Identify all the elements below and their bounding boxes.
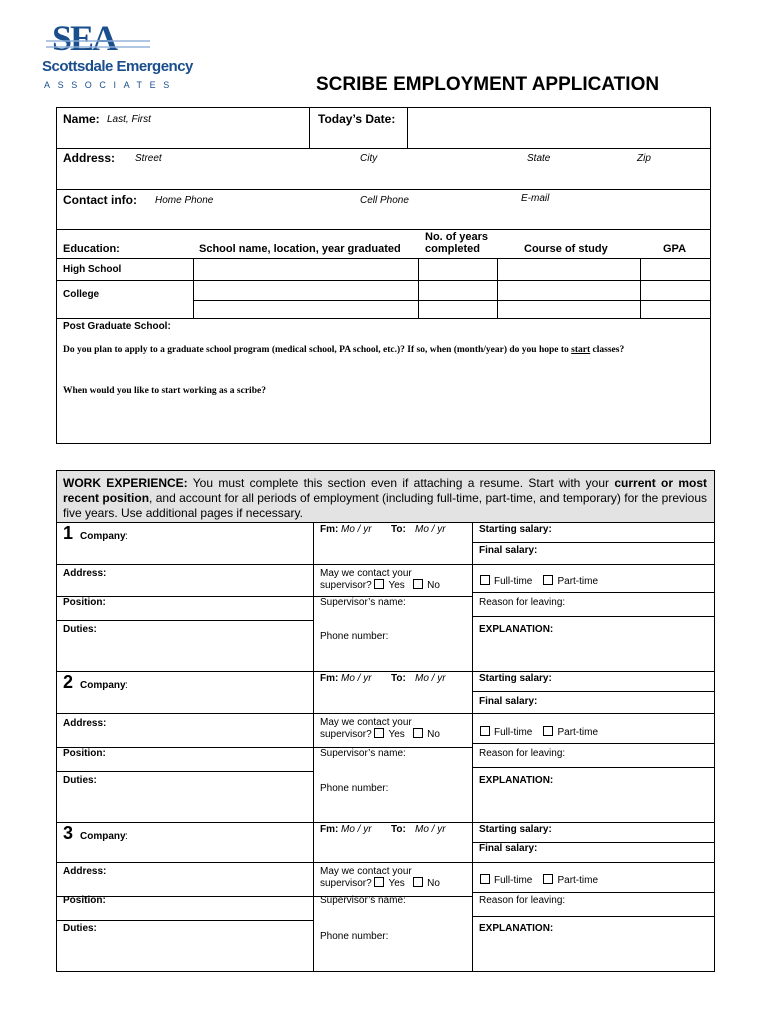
page-title: SCRIBE EMPLOYMENT APPLICATION bbox=[316, 74, 660, 95]
contact-input[interactable] bbox=[62, 208, 702, 226]
job-1-to-label: To: bbox=[391, 524, 406, 535]
job-3-starting-salary: Starting salary: bbox=[479, 824, 552, 835]
job-3-employment-type: Full-time Part-time bbox=[480, 874, 598, 886]
job-2-contact-question: May we contact your supervisor? Yes No bbox=[320, 717, 440, 740]
email-hint: E-mail bbox=[521, 193, 550, 204]
gpa-header: GPA bbox=[663, 243, 687, 255]
job-1-address-label: Address: bbox=[63, 568, 107, 579]
job-1-position-label: Position: bbox=[63, 597, 106, 608]
job-2-explanation-label: EXPLANATION: bbox=[479, 775, 554, 786]
job-3-fulltime-checkbox[interactable] bbox=[480, 874, 490, 884]
job-entry-2: 2 Company : Fm: Mo / yr To: Mo / yr Starting salary: Final salary: Address: May we contact your supervisor? Yes No Full-time Part-time Position: Supervisor’s name: Reason for leaving: Duties: Phone number: EXPLANATION: bbox=[56, 671, 715, 822]
work-intro: WORK EXPERIENCE: You must complete this section even if attaching a resume. Start with your current or most recent position, and account for all periods of employment (including full-time, part-time, and temporary) for the previous five years. Use additional pages if necessary. bbox=[63, 476, 708, 520]
date-input[interactable] bbox=[412, 112, 707, 144]
address-label: Address: bbox=[63, 151, 116, 165]
job-1-duties-label: Duties: bbox=[63, 624, 97, 635]
logo-sub: ASSOCIATES bbox=[44, 80, 177, 90]
education-header: Education: bbox=[63, 243, 120, 255]
job-2-no-checkbox[interactable] bbox=[413, 728, 423, 738]
name-hint: Last, First bbox=[107, 114, 151, 125]
job-1-final-salary: Final salary: bbox=[479, 545, 538, 556]
job-1-explanation-label: EXPLANATION: bbox=[479, 624, 554, 635]
company-logo bbox=[42, 18, 193, 98]
address-state-hint: State bbox=[527, 153, 551, 164]
job-2-duties-label: Duties: bbox=[63, 775, 97, 786]
address-street-hint: Street bbox=[135, 153, 162, 164]
address-zip-hint: Zip bbox=[637, 153, 651, 164]
job-3-reason-label: Reason for leaving: bbox=[479, 895, 566, 906]
job-2-supervisor-label: Supervisor’s name: bbox=[320, 748, 406, 759]
job-2-fm-label: Fm: bbox=[320, 673, 339, 684]
name-input[interactable] bbox=[62, 128, 302, 146]
job-1-yes-checkbox[interactable] bbox=[374, 579, 384, 589]
address-input[interactable] bbox=[62, 167, 702, 187]
job-2-to-label: To: bbox=[391, 673, 406, 684]
job-3-duties-label: Duties: bbox=[63, 923, 97, 934]
job-2-parttime-checkbox[interactable] bbox=[543, 726, 553, 736]
job-2-phone-label: Phone number: bbox=[320, 783, 389, 794]
job-2-final-salary: Final salary: bbox=[479, 696, 538, 707]
job-3-fm-label: Fm: bbox=[320, 824, 339, 835]
job-3-position-label: Position: bbox=[63, 895, 106, 906]
logo-wave bbox=[46, 40, 150, 48]
logo-name: Scottsdale Emergency bbox=[42, 58, 193, 75]
job-3-supervisor-label: Supervisor’s name: bbox=[320, 895, 406, 906]
name-label: Name: bbox=[63, 112, 100, 126]
job-1-parttime-checkbox[interactable] bbox=[543, 575, 553, 585]
job-1-starting-salary: Starting salary: bbox=[479, 524, 552, 535]
job-3-yes-checkbox[interactable] bbox=[374, 877, 384, 887]
job-1-number: 1 bbox=[63, 523, 74, 543]
job-3-final-salary: Final salary: bbox=[479, 843, 538, 854]
job-3-company-label: Company bbox=[80, 831, 126, 842]
address-city-hint: City bbox=[360, 153, 378, 164]
high-school-label: High School bbox=[63, 264, 122, 275]
high-school-school-input[interactable] bbox=[196, 261, 415, 278]
job-entry-3: 3 Company : Fm: Mo / yr To: Mo / yr Starting salary: Final salary: Address: May we contact your supervisor? Yes No Full-time Part-time Position: Supervisor’s name: Reason for leaving: Duties: Phone number: EXPLANATION: bbox=[56, 822, 715, 972]
contact-label: Contact info: bbox=[63, 193, 137, 207]
date-label: Today’s Date: bbox=[318, 112, 396, 126]
course-header: Course of study bbox=[524, 243, 608, 255]
job-1-no-checkbox[interactable] bbox=[413, 579, 423, 589]
postgrad-label: Post Graduate School: bbox=[63, 321, 171, 332]
job-1-fulltime-checkbox[interactable] bbox=[480, 575, 490, 585]
job-3-to-label: To: bbox=[391, 824, 406, 835]
job-2-reason-label: Reason for leaving: bbox=[479, 748, 566, 759]
job-2-yes-checkbox[interactable] bbox=[374, 728, 384, 738]
years-header: No. of years completed bbox=[425, 231, 488, 255]
job-2-employment-type: Full-time Part-time bbox=[480, 726, 598, 738]
job-3-address-label: Address: bbox=[63, 866, 107, 877]
job-3-explanation-label: EXPLANATION: bbox=[479, 923, 554, 934]
grad-school-question: Do you plan to apply to a graduate school program (medical school, PA school, etc.)? If so, when (month/year) do you hope to start classes? bbox=[63, 345, 625, 355]
job-2-company-label: Company bbox=[80, 680, 126, 691]
job-3-number: 3 bbox=[63, 823, 74, 843]
job-2-position-label: Position: bbox=[63, 748, 106, 759]
job-1-fm-label: Fm: bbox=[320, 524, 339, 535]
job-1-supervisor-label: Supervisor’s name: bbox=[320, 597, 406, 608]
job-3-parttime-checkbox[interactable] bbox=[543, 874, 553, 884]
job-2-number: 2 bbox=[63, 672, 74, 692]
job-2-fulltime-checkbox[interactable] bbox=[480, 726, 490, 736]
start-date-question: When would you like to start working as a scribe? bbox=[63, 386, 266, 396]
job-3-contact-question: May we contact your supervisor? Yes No bbox=[320, 866, 440, 889]
job-1-contact-question: May we contact your supervisor? Yes No bbox=[320, 568, 440, 591]
job-1-company-label: Company bbox=[80, 531, 126, 542]
logo-mark: SEA bbox=[52, 18, 117, 58]
college-label: College bbox=[63, 289, 100, 300]
school-header: School name, location, year graduated bbox=[199, 243, 401, 255]
job-2-address-label: Address: bbox=[63, 718, 107, 729]
home-phone-hint: Home Phone bbox=[155, 195, 214, 206]
job-2-starting-salary: Starting salary: bbox=[479, 673, 552, 684]
job-entry-1: 1 Company : Fm: Mo / yr To: Mo / yr Starting salary: Final salary: Address: May we contact your supervisor? Yes No Full-time Part-time Position: Supervisor’s name: Reason for leaving: Duties: Phone number: EXPLANATION: bbox=[56, 522, 715, 671]
job-3-phone-label: Phone number: bbox=[320, 931, 389, 942]
job-1-employment-type: Full-time Part-time bbox=[480, 575, 598, 587]
job-1-phone-label: Phone number: bbox=[320, 631, 389, 642]
job-3-no-checkbox[interactable] bbox=[413, 877, 423, 887]
cell-phone-hint: Cell Phone bbox=[360, 195, 409, 206]
college-school-input[interactable] bbox=[196, 283, 415, 299]
job-1-reason-label: Reason for leaving: bbox=[479, 597, 566, 608]
